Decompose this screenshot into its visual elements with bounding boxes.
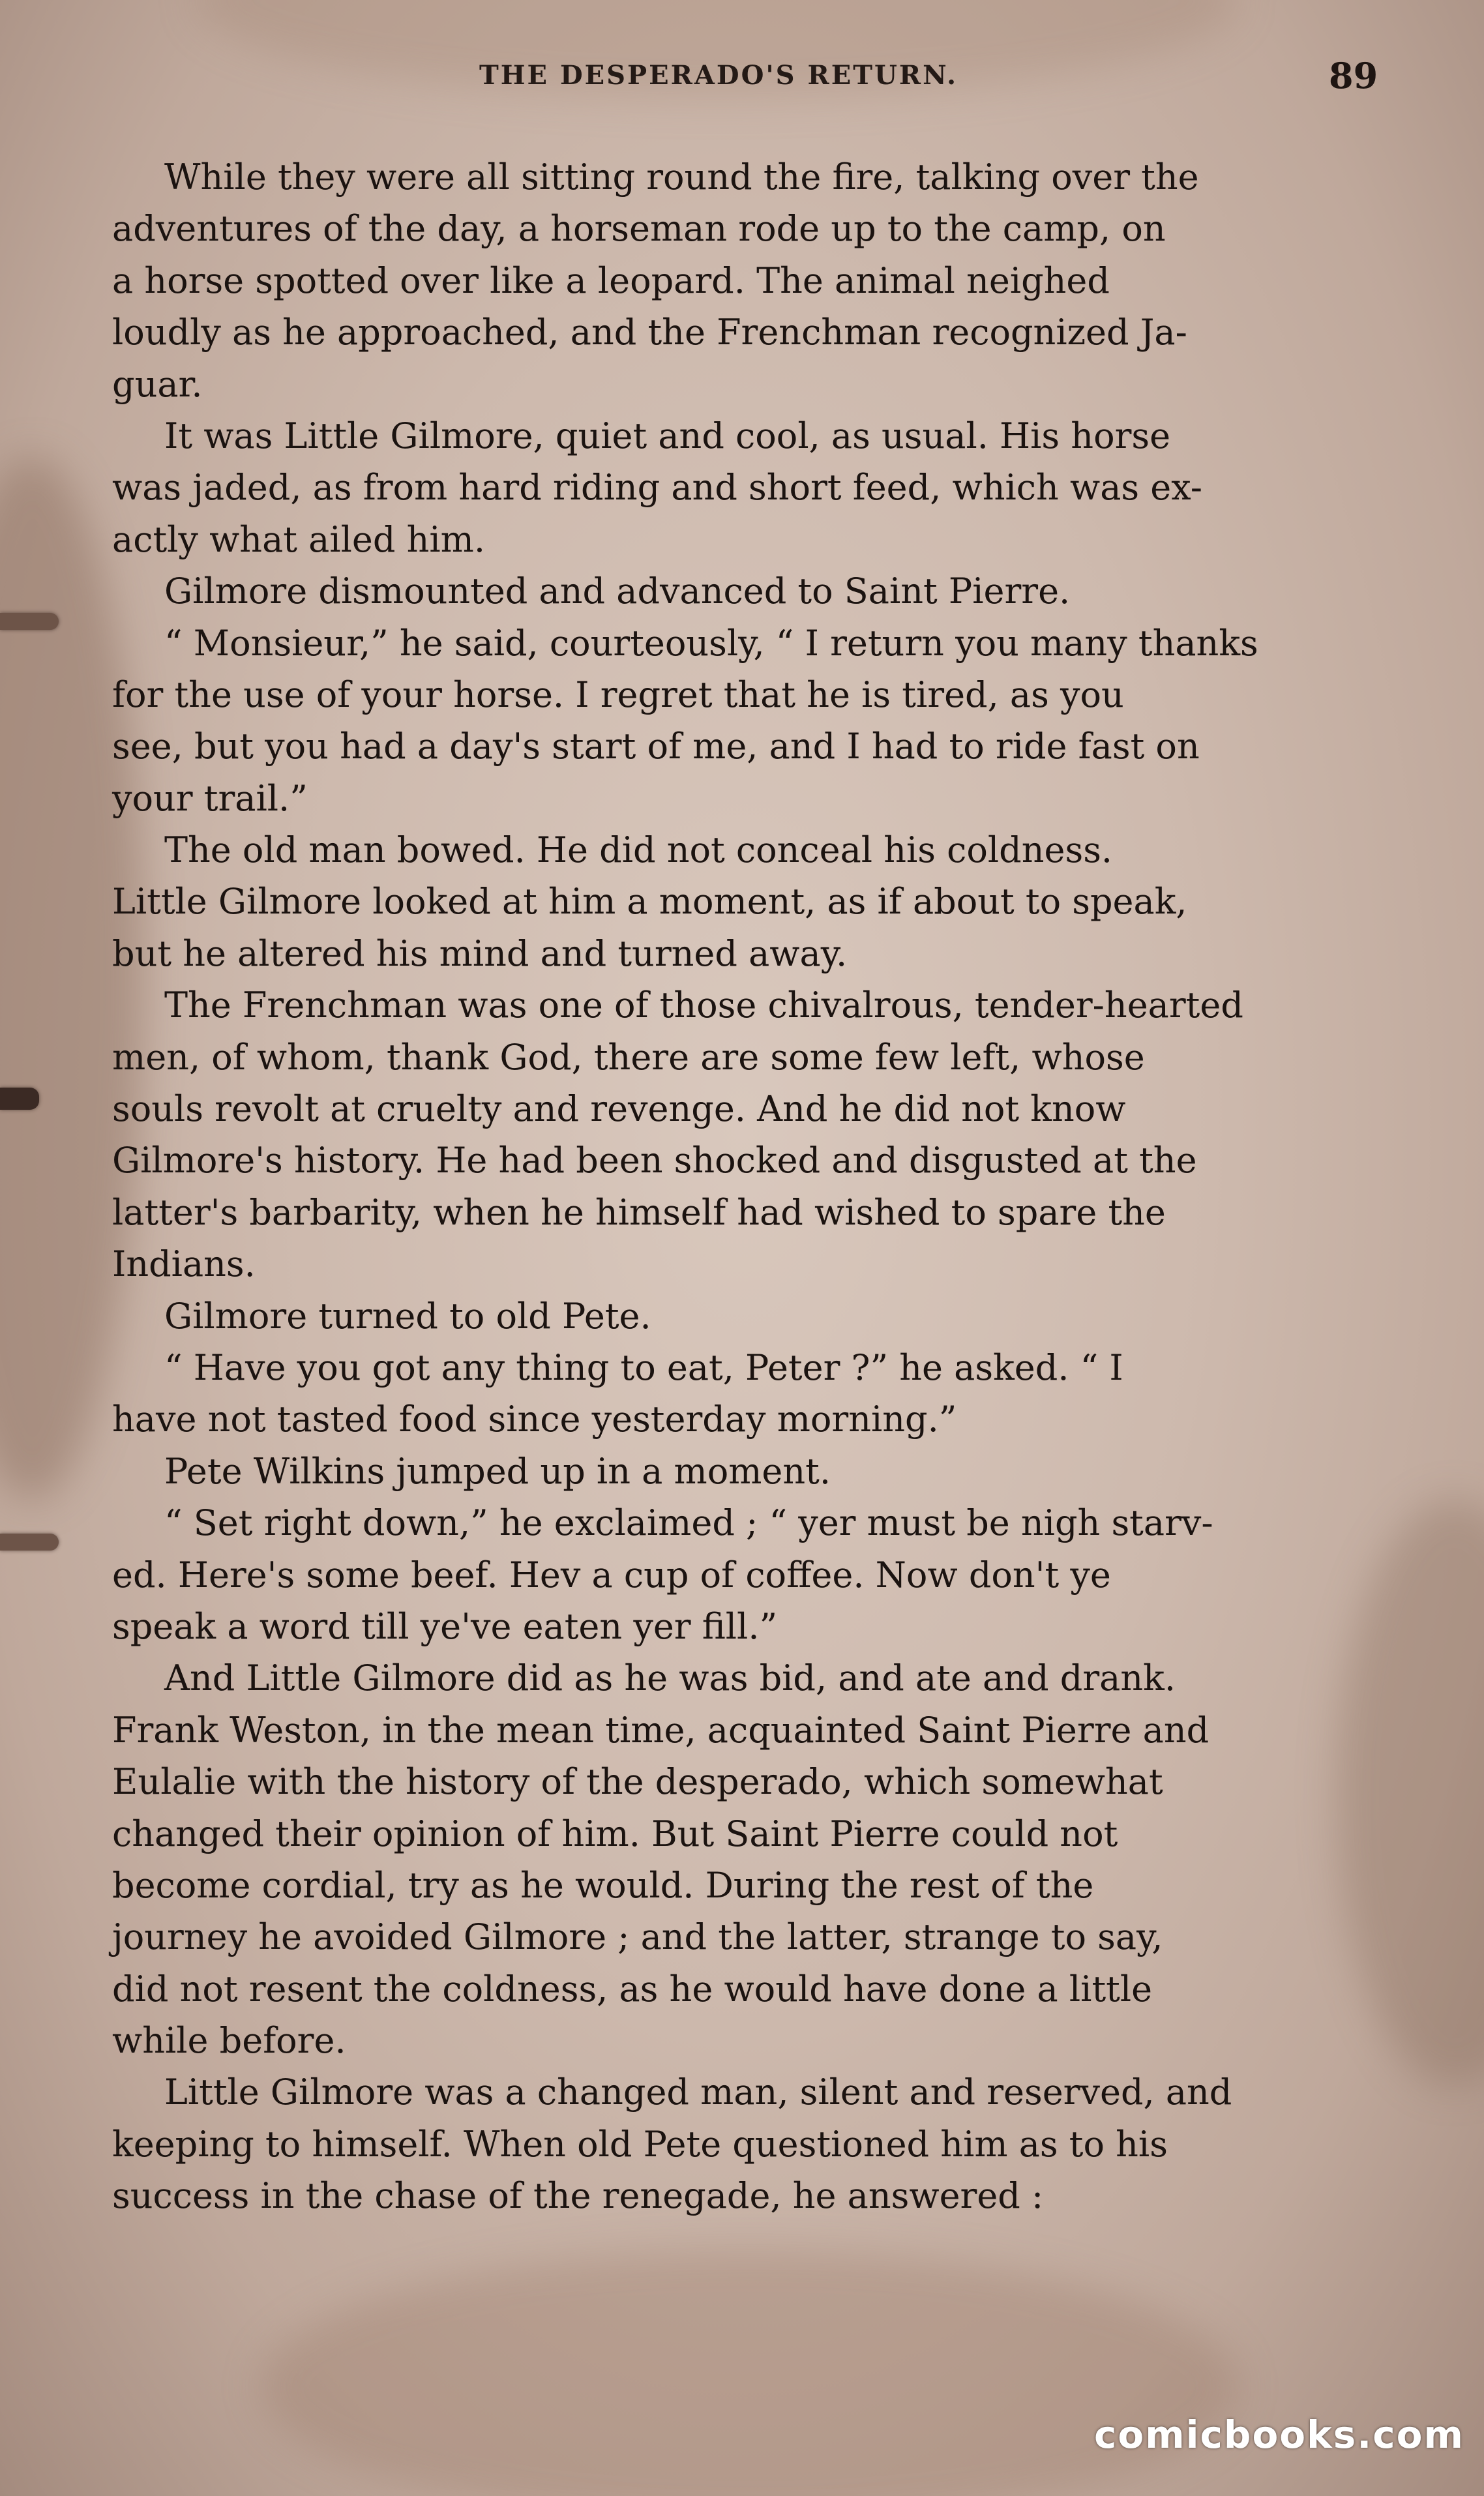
text-line: ed. Here's some beef. Hev a cup of coffee. Now don't ye [112, 1554, 1111, 1596]
text-line: Gilmore's history. He had been shocked and disgusted at the [112, 1140, 1197, 1181]
text-line: “ Set right down,” he exclaimed ; “ yer must be nigh starv- [164, 1502, 1213, 1544]
binding-hole [0, 1534, 59, 1551]
text-line: keeping to himself. When old Pete questioned him as to his [112, 2123, 1168, 2165]
body-text [112, 151, 1369, 2222]
text-line: journey he avoided Gilmore ; and the latter, strange to say, [112, 1916, 1163, 1958]
text-line: Gilmore dismounted and advanced to Saint Pierre. [164, 571, 1071, 612]
site-watermark: comicbooks.com [1094, 2413, 1464, 2457]
text-line: a horse spotted over like a leopard. The animal neighed [112, 260, 1110, 301]
text-line: did not resent the coldness, as he would have done a little [112, 1968, 1153, 2010]
binding-hole [0, 1088, 39, 1110]
text-line: Frank Weston, in the mean time, acquainted Saint Pierre and [112, 1709, 1209, 1751]
text-line: actly what ailed him. [112, 518, 485, 560]
text-line: while before. [112, 2020, 346, 2062]
text-line: loudly as he approached, and the Frenchman recognized Ja- [112, 312, 1187, 353]
text-line: Gilmore turned to old Pete. [164, 1295, 651, 1337]
text-line: souls revolt at cruelty and revenge. And he did not know [112, 1088, 1126, 1130]
page-stain [261, 2250, 1239, 2496]
text-line: “ Have you got any thing to eat, Peter ?” he asked. “ I [164, 1346, 1123, 1388]
text-line: The Frenchman was one of those chivalrous, tender-hearted [164, 985, 1243, 1026]
text-line: see, but you had a day's start of me, and I had to ride fast on [112, 726, 1200, 767]
text-line: It was Little Gilmore, quiet and cool, as usual. His horse [164, 415, 1171, 456]
running-title: THE DESPERADO'S RETURN. [479, 60, 958, 91]
text-line: latter's barbarity, when he himself had wished to spare the [112, 1191, 1166, 1233]
binding-hole [0, 613, 59, 630]
text-line: but he altered his mind and turned away. [112, 932, 848, 974]
text-line: success in the chase of the renegade, he answered : [112, 2175, 1044, 2217]
text-line: While they were all sitting round the fire, talking over the [164, 156, 1199, 198]
text-line: Pete Wilkins jumped up in a moment. [164, 1450, 831, 1492]
text-line: adventures of the day, a horseman rode up to the camp, on [112, 208, 1166, 250]
text-line: The old man bowed. He did not conceal his coldness. [164, 829, 1113, 871]
text-line: men, of whom, thank God, there are some few left, whose [112, 1036, 1145, 1078]
text-line: Eulalie with the history of the desperado, which somewhat [112, 1761, 1163, 1803]
text-line: Little Gilmore was a changed man, silent and reserved, and [164, 2072, 1232, 2113]
text-line: become cordial, try as he would. During the rest of the [112, 1864, 1094, 1906]
text-line: your trail.” [112, 777, 308, 819]
page-number: 89 [1329, 55, 1378, 97]
text-line: And Little Gilmore did as he was bid, and ate and drank. [164, 1657, 1176, 1699]
text-line: guar. [112, 363, 203, 405]
text-line: was jaded, as from hard riding and short feed, which was ex- [112, 467, 1202, 509]
text-line: speak a word till ye've eaten yer fill.” [112, 1605, 778, 1647]
text-line: Little Gilmore looked at him a moment, as if about to speak, [112, 881, 1187, 923]
text-line: have not tasted food since yesterday morning.” [112, 1399, 957, 1440]
text-line: “ Monsieur,” he said, courteously, “ I return you many thanks [164, 622, 1258, 664]
text-line: for the use of your horse. I regret that he is tired, as you [112, 674, 1124, 715]
text-line: Indians. [112, 1243, 256, 1285]
text-line: changed their opinion of him. But Saint Pierre could not [112, 1813, 1118, 1854]
